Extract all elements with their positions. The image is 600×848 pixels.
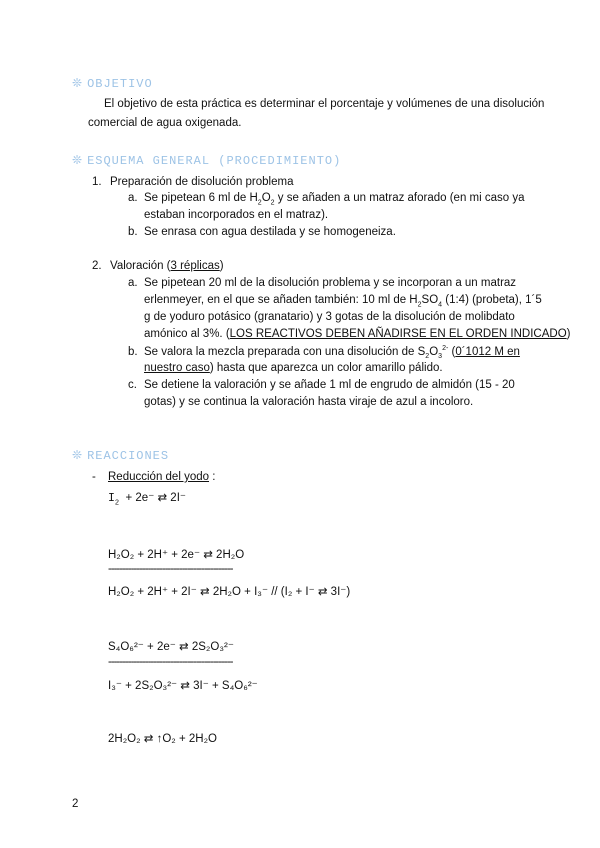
procedure-item-2b: b. Se valora la mezcla preparada con una disolución de $S_2O_3^{2-}$ (0´1012 M en — [128, 345, 520, 361]
reaction-peroxide-reduction: H₂O₂ + 2H⁺ + 2e⁻ ⇄ 2H₂O — [108, 549, 245, 561]
snowflake-icon: ❊ — [72, 153, 84, 167]
procedure-item-2a-line4: amónico al 3%. (LOS REACTIVOS DEBEN AÑADIRSE EN EL ORDEN INDICADO) — [144, 328, 571, 340]
separator-line: -------------------------------------------- — [108, 563, 233, 575]
reaction-tetrathionate: S₄O₆²⁻ + 2e⁻ ⇄ 2S₂O₃²⁻ — [108, 641, 234, 653]
objetivo-line-1: El objetivo de esta práctica es determinar el porcentaje y volúmenes de una disolución — [104, 98, 545, 110]
heading-reacciones: ❊ REACCIONES — [72, 448, 170, 463]
reaction-triiodide-thiosulfate: I₃⁻ + 2S₂O₃²⁻ ⇄ 3I⁻ + S₄O₆²⁻ — [108, 680, 258, 692]
reaction-title: Reducción del yodo : — [108, 471, 216, 483]
heading-esquema: ❊ ESQUEMA GENERAL (PROCEDIMIENTO) — [72, 153, 342, 168]
procedure-item-1a-cont: estaban incorporados en el matraz). — [144, 209, 329, 221]
procedure-item-1: 1. Preparación de disolución problema — [92, 176, 294, 188]
procedure-item-1a: a. Se pipetean 6 ml de $H_2O_2$ y se añaden a un matraz aforado (en mi caso ya — [128, 192, 525, 207]
page-number: 2 — [72, 798, 79, 810]
procedure-item-2: 2. Valoración (3 réplicas) — [92, 260, 224, 272]
procedure-item-2c: c. Se detiene la valoración y se añade 1 ml de engrudo de almidón (15 - 20 — [128, 379, 515, 391]
procedure-item-1b: b. Se enrasa con agua destilada y se homogeneiza. — [128, 226, 396, 238]
snowflake-icon: ❊ — [72, 76, 84, 90]
procedure-item-2a-line3: g de yoduro potásico (granatario) y 3 gotas de la disolución de molibdato — [144, 311, 515, 323]
objetivo-line-2: comercial de agua oxigenada. — [88, 117, 242, 129]
reaction-peroxide-iodide: H₂O₂ + 2H⁺ + 2I⁻ ⇄ 2H₂O + I₃⁻ // (I₂ + I⁻ ⇄ 3I⁻) — [108, 586, 351, 598]
procedure-item-2a-line2: erlenmeyer, en el que se añaden también: 10 ml de $H_2SO_4$ (1:4) (probeta), 1´5 — [144, 294, 542, 309]
heading-objetivo: ❊ OBJETIVO — [72, 76, 153, 91]
separator-line: -------------------------------------------- — [108, 656, 233, 668]
procedure-item-2a: a. Se pipetean 20 ml de la disolución problema y se incorporan a un matraz — [128, 277, 517, 289]
procedure-item-2c-line2: gotas) y se continua la valoración hasta viraje de azul a incoloro. — [144, 396, 474, 408]
reaction-peroxide-decomposition: 2H₂O₂ ⇄ ↑O₂ + 2H₂O — [108, 733, 217, 745]
reaction-bullet: - — [92, 471, 96, 483]
procedure-item-2b-line2: nuestro caso) hasta que aparezca un color amarillo pálido. — [144, 362, 443, 374]
snowflake-icon: ❊ — [72, 448, 84, 462]
reaction-iodine-reduction: $I_2 + 2e^-$ ⇄ 2I⁻ — [108, 492, 186, 508]
